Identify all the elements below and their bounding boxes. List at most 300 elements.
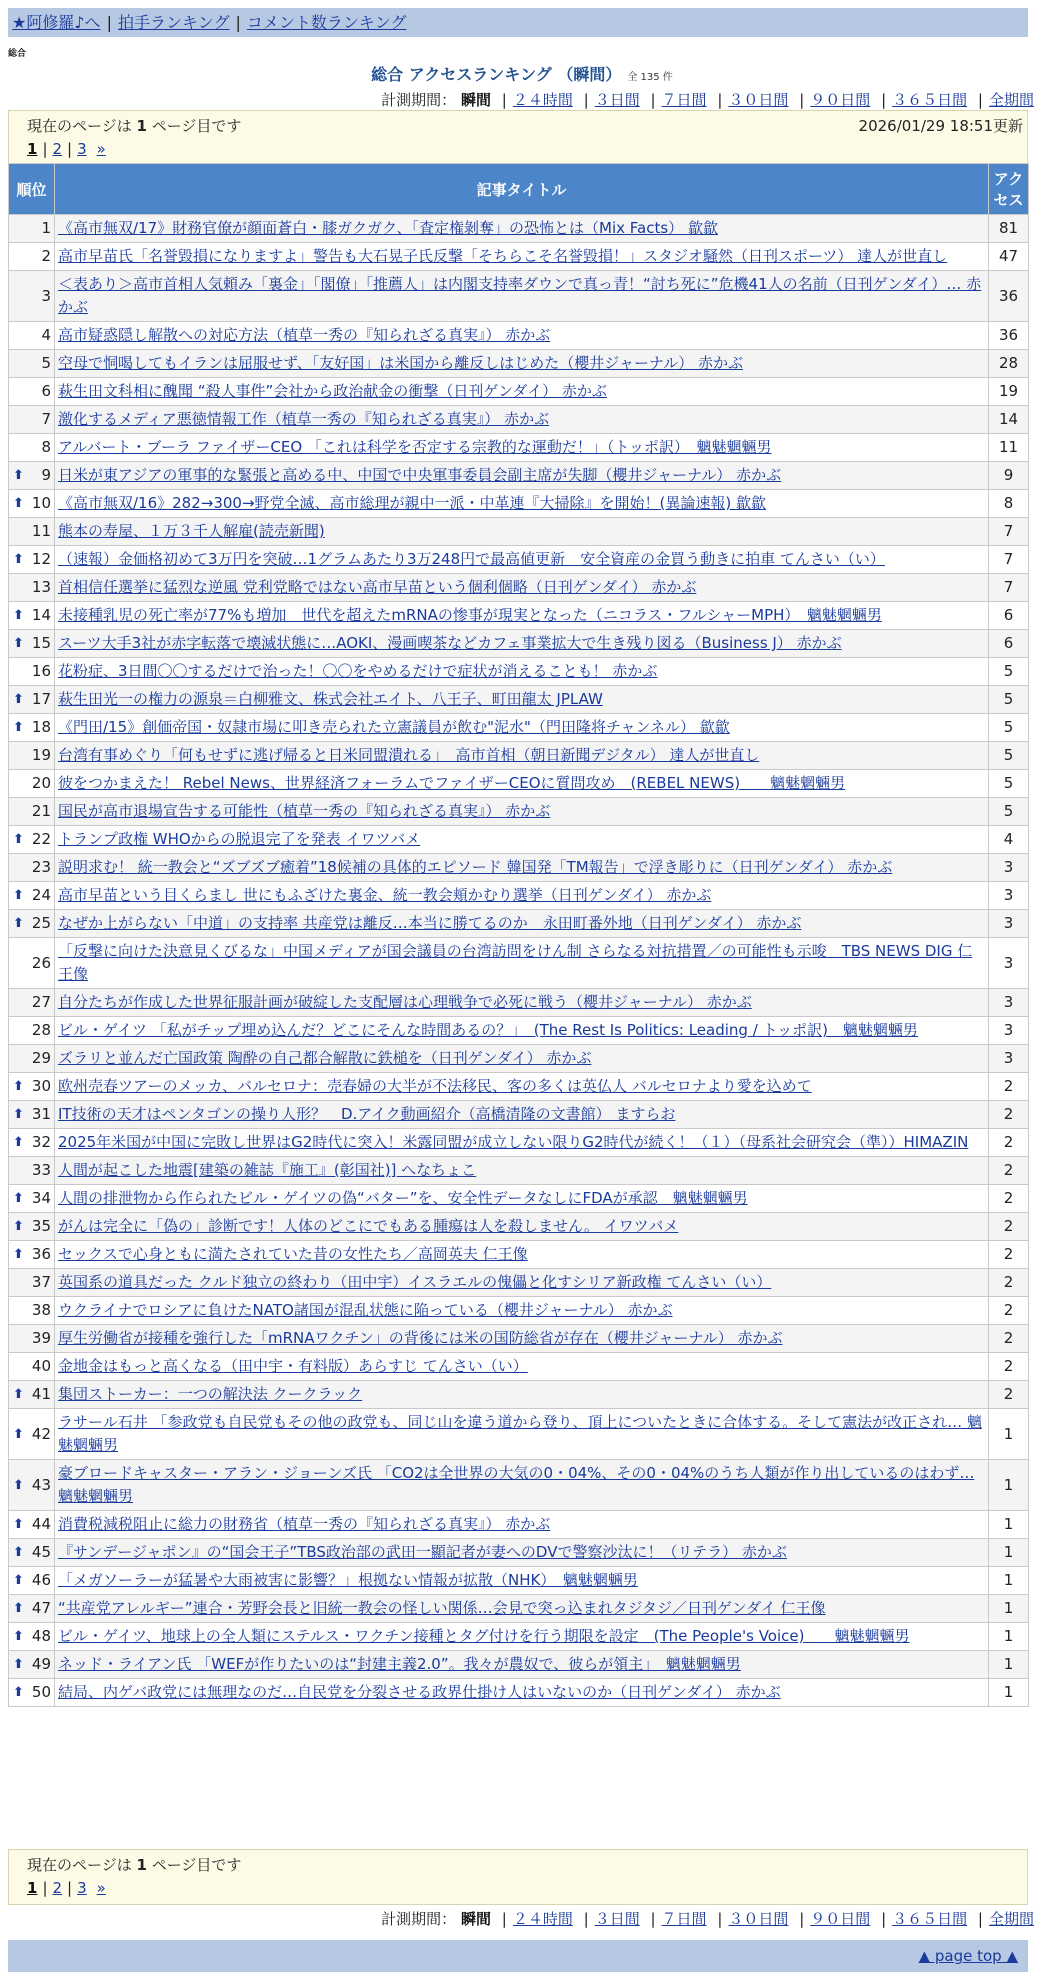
access-count: 2: [989, 1185, 1029, 1213]
article-title-link[interactable]: アルバート・ブーラ ファイザーCEO 「これは科学を否定する宗教的な運動だ！」（トッポ訳） 魑魅魍魎男: [58, 438, 772, 456]
rank-cell: [9, 770, 55, 798]
up-arrow-icon: ⬆: [13, 1477, 24, 1493]
rank-number: 18: [31, 718, 51, 736]
up-arrow-icon: ⬆: [13, 1601, 24, 1616]
access-header: アクセス: [989, 164, 1029, 215]
rank-cell: [9, 1241, 55, 1269]
article-title-link[interactable]: 「メガソーラーが猛暑や大雨被害に影響？」根拠ない情報が拡散（NHK） 魑魅魍魎男: [58, 1571, 638, 1589]
title-cell: [55, 1567, 989, 1595]
rank-number: 2: [41, 247, 51, 265]
rank-cell: [9, 989, 55, 1017]
article-title-link[interactable]: 国民が高市退場宣告する可能性（植草一秀の『知られざる真実』） 赤かぶ: [58, 802, 551, 820]
table-row: [9, 658, 1029, 686]
access-count: 2: [989, 1129, 1029, 1157]
rank-cell: [9, 350, 55, 378]
access-count: 7: [989, 546, 1029, 574]
up-arrow-icon: ⬆: [13, 832, 24, 847]
rank-cell: [9, 854, 55, 882]
article-title-link[interactable]: 萩生田文科相に醜聞 “殺人事件”会社から政治献金の衝撃（日刊ゲンダイ） 赤かぶ: [58, 382, 607, 400]
table-row: [9, 1017, 1029, 1045]
article-title-link[interactable]: 首相信任選挙に猛烈な逆風 党利党略ではない高市早苗という個利個略（日刊ゲンダイ） 赤かぶ: [58, 578, 697, 596]
access-count: 19: [989, 378, 1029, 406]
period-link-7d[interactable]: ７日間: [661, 91, 707, 109]
access-count: 5: [989, 770, 1029, 798]
article-title-link[interactable]: 『サンデージャポン』の“国会王子”TBS政治部の武田一顯記者が妻へのDVで警察沙汰に！（リテラ） 赤かぶ: [58, 1543, 787, 1561]
table-row: [9, 938, 1029, 989]
rank-cell: [9, 322, 55, 350]
access-count: 5: [989, 742, 1029, 770]
article-title-link[interactable]: 金地金はもっと高くなる（田中宇・有料版）あらすじ てんさい（い）: [58, 1357, 528, 1375]
table-row: [9, 1679, 1029, 1707]
title-cell: [55, 322, 989, 350]
rank-number: 43: [31, 1475, 51, 1494]
table-row: [9, 1269, 1029, 1297]
article-title-link[interactable]: 彼をつかまえた！ Rebel News、世界経済フォーラムでファイザーCEOに質問攻め (REBEL NEWS) 魑魅魍魎男: [58, 774, 846, 792]
access-count: 2: [989, 1381, 1029, 1409]
table-row: [9, 1381, 1029, 1409]
rank-cell: [9, 1353, 55, 1381]
title-cell: [55, 742, 989, 770]
page-link-2[interactable]: 2: [52, 140, 63, 158]
access-count: 4: [989, 826, 1029, 854]
title-cell: [55, 1269, 989, 1297]
article-title-link[interactable]: 台湾有事めぐり「何もせずに逃げ帰ると日米同盟潰れる」 高市首相（朝日新聞デジタル） 達人が世直し: [58, 746, 760, 764]
title-cell: [55, 1185, 989, 1213]
rank-header: 順位: [9, 164, 55, 215]
rank-number: 38: [31, 1301, 51, 1319]
rank-cell: [9, 658, 55, 686]
title-cell: [55, 462, 989, 490]
table-row: [9, 1651, 1029, 1679]
table-row: [9, 243, 1029, 271]
footer-bar: [8, 1940, 1028, 1972]
access-count: 6: [989, 602, 1029, 630]
table-row: [9, 1297, 1029, 1325]
rank-number: 29: [31, 1049, 51, 1067]
title-cell: [55, 518, 989, 546]
access-count: 1: [989, 1595, 1029, 1623]
table-row: [9, 350, 1029, 378]
rank-number: 28: [31, 1021, 51, 1039]
rank-number: 9: [41, 466, 51, 484]
title-cell: [55, 658, 989, 686]
title-cell: [55, 1381, 989, 1409]
article-title-link[interactable]: ズラリと並んだ亡国政策 陶酔の自己都合解散に鉄槌を（日刊ゲンダイ） 赤かぶ: [58, 1049, 592, 1067]
article-title-link[interactable]: ウクライナでロシアに負けたNATO諸国が混乱状態に陥っている（櫻井ジャーナル） 赤かぶ: [58, 1301, 673, 1319]
title-cell: [55, 989, 989, 1017]
access-count: 2: [989, 1101, 1029, 1129]
access-count: 47: [989, 243, 1029, 271]
access-count: 1: [989, 1651, 1029, 1679]
rank-cell: [9, 826, 55, 854]
title-cell: [55, 714, 989, 742]
rank-cell: [9, 378, 55, 406]
rank-cell: [9, 1101, 55, 1129]
article-title-link[interactable]: 《高市無双/16》282→300→野党全滅、高市総理が親中一派・中革連『大掃除』を開始！(異論速報) 歙歙: [58, 494, 767, 512]
article-title-link[interactable]: 「反撃に向けた決意見くびるな」中国メディアが国会議員の台湾訪問をけん制 さらなる対抗措置／の可能性も示唆 TBS NEWS DIG 仁王像: [58, 942, 973, 983]
article-title-link[interactable]: 英国系の道具だった クルド独立の終わり（田中宇）イスラエルの傀儡と化すシリア新政権 てんさい（い）: [58, 1273, 772, 1291]
article-title-link[interactable]: 《高市無双/17》財務官僚が顔面蒼白・膝ガクガク、「査定権剝奪」の恐怖とは（Mix Facts） 歙歙: [58, 219, 718, 237]
up-arrow-icon: ⬆: [13, 1573, 24, 1588]
rank-number: 33: [31, 1161, 51, 1179]
page-next-link-bottom[interactable]: »: [96, 1879, 106, 1897]
period-link-365d-bottom[interactable]: ３６５日間: [892, 1910, 968, 1928]
rank-cell: [9, 215, 55, 243]
up-arrow-icon: ⬆: [13, 1247, 24, 1262]
rank-cell: [9, 406, 55, 434]
rank-number: 41: [31, 1385, 51, 1403]
table-row: [9, 882, 1029, 910]
title-cell: [55, 1460, 989, 1511]
table-row: [9, 1185, 1029, 1213]
rank-number: 20: [31, 774, 51, 792]
table-row: [9, 574, 1029, 602]
title-cell: [55, 243, 989, 271]
rank-cell: [9, 1017, 55, 1045]
period-link-3d[interactable]: ３日間: [594, 91, 640, 109]
rank-number: 35: [31, 1217, 51, 1235]
title-cell: [55, 378, 989, 406]
access-count: 3: [989, 989, 1029, 1017]
title-cell: [55, 1017, 989, 1045]
article-title-link[interactable]: 集団ストーカー：一つの解決法 クークラック: [58, 1385, 363, 1403]
title-cell: [55, 406, 989, 434]
access-count: 81: [989, 215, 1029, 243]
article-title-link[interactable]: 高市早苗という目くらまし 世にもふざけた裏金、統一教会頬かむり選挙（日刊ゲンダイ） 赤かぶ: [58, 886, 712, 904]
table-row: [9, 1623, 1029, 1651]
rank-number: 36: [31, 1245, 51, 1263]
table-row: [9, 602, 1029, 630]
access-count: 3: [989, 910, 1029, 938]
access-count: 5: [989, 686, 1029, 714]
access-count: 2: [989, 1353, 1029, 1381]
table-row: [9, 686, 1029, 714]
page-link-2-bottom[interactable]: 2: [52, 1879, 63, 1897]
article-title-link[interactable]: ラサール石井 「参政党も自民党もその他の政党も、同じ山を違う道から登り、頂上についたときに合体する。そして憲法が改正され… 魑魅魍魎男: [58, 1413, 982, 1454]
access-count: 9: [989, 462, 1029, 490]
table-row: [9, 518, 1029, 546]
rank-cell: [9, 1185, 55, 1213]
title-cell: [55, 1101, 989, 1129]
rank-cell: [9, 1679, 55, 1707]
table-row: [9, 770, 1029, 798]
article-title-link[interactable]: ＜表あり＞高市首相人気頼み「裏金」「閣僚」「推薦人」は内閣支持率ダウンで真っ青！“討ち死に”危機41人の名前（日刊ゲンダイ）… 赤かぶ: [58, 275, 982, 316]
title-cell: [55, 1325, 989, 1353]
rank-number: 25: [31, 914, 51, 932]
period-link-365d[interactable]: ３６５日間: [892, 91, 968, 109]
rank-cell: [9, 910, 55, 938]
access-count: 2: [989, 1269, 1029, 1297]
rank-number: 15: [31, 634, 51, 652]
rank-cell: [9, 271, 55, 322]
article-title-link[interactable]: 結局、内ゲバ政党には無理なのだ…自民党を分裂させる政界仕掛け人はいないのか（日刊ゲンダイ） 赤かぶ: [58, 1683, 781, 1701]
page-next-link[interactable]: »: [96, 140, 106, 158]
access-count: 6: [989, 630, 1029, 658]
rank-number: 10: [31, 494, 51, 512]
rank-number: 27: [31, 993, 51, 1011]
table-row: [9, 1539, 1029, 1567]
article-title-link[interactable]: ビル・ゲイツ、地球上の全人類にステルス・ワクチン接種とタグ付けを行う期限を設定 (The People's Voice) 魑魅魍魎男: [58, 1627, 910, 1645]
up-arrow-icon: ⬆: [13, 692, 24, 707]
access-count: 1: [989, 1567, 1029, 1595]
article-title-link[interactable]: 未接種乳児の死亡率が77%も増加 世代を超えたmRNAの惨事が現実となった（ニコラス・フルシャーMPH） 魑魅魍魎男: [58, 606, 882, 624]
access-count: 1: [989, 1623, 1029, 1651]
article-title-link[interactable]: 空母で恫喝してもイランは屈服せず、「友好国」は米国から離反しはじめた（櫻井ジャーナル） 赤かぶ: [58, 354, 744, 372]
up-arrow-icon: ⬆: [13, 888, 24, 903]
up-arrow-icon: ⬆: [13, 1387, 24, 1402]
rank-cell: [9, 518, 55, 546]
page-current: 1: [27, 140, 38, 158]
article-title-link[interactable]: 自分たちが作成した世界征服計画が破綻した支配層は心理戦争で必死に戦う（櫻井ジャーナル） 赤かぶ: [58, 993, 752, 1011]
item-count: 全 135 件: [627, 72, 673, 83]
article-title-link[interactable]: 説明求む！ 統一教会と“ズブズブ癒着”18候補の具体的エピソード 韓国発「TM報告」で浮き彫りに（日刊ゲンダイ） 赤かぶ: [58, 858, 893, 876]
access-count: 7: [989, 574, 1029, 602]
period-current-bottom: 瞬間: [460, 1910, 491, 1928]
rank-cell: [9, 434, 55, 462]
access-count: 8: [989, 490, 1029, 518]
article-title-link[interactable]: 人間が起こした地震[建築の雑誌『施工』(彰国社)] へなちょこ: [58, 1161, 477, 1179]
up-arrow-icon: ⬆: [13, 636, 24, 651]
article-title-link[interactable]: 高市早苗氏「名誉毀損になりますよ」警告も大石晃子氏反撃「そちらこそ名誉毀損！」スタジオ騒然（日刊スポーツ） 達人が世直し: [58, 247, 948, 265]
period-link-7d-bottom[interactable]: ７日間: [661, 1910, 707, 1928]
rank-cell: [9, 714, 55, 742]
access-count: 5: [989, 714, 1029, 742]
rank-cell: [9, 1213, 55, 1241]
period-link-30d[interactable]: ３０日間: [728, 91, 789, 109]
period-link-90d[interactable]: ９０日間: [810, 91, 871, 109]
current-page-text-bottom: 現在のページは 1 ページ目です: [27, 1856, 242, 1874]
table-row: [9, 462, 1029, 490]
rank-cell: [9, 1539, 55, 1567]
home-link[interactable]: ★阿修羅♪へ: [12, 13, 101, 32]
access-count: 2: [989, 1157, 1029, 1185]
rank-cell: [9, 630, 55, 658]
table-row: [9, 989, 1029, 1017]
access-count: 3: [989, 854, 1029, 882]
up-arrow-icon: ⬆: [13, 552, 24, 567]
title-cell: [55, 1241, 989, 1269]
rank-number: 30: [31, 1077, 51, 1095]
table-row: [9, 378, 1029, 406]
title-cell: [55, 798, 989, 826]
title-cell: [55, 1073, 989, 1101]
access-count: 3: [989, 882, 1029, 910]
access-count: 1: [989, 1460, 1029, 1511]
rank-cell: [9, 882, 55, 910]
access-count: 1: [989, 1539, 1029, 1567]
article-title-link[interactable]: トランプ政権 WHOからの脱退完了を発表 イワツバメ: [58, 830, 421, 848]
rank-cell: [9, 490, 55, 518]
page-numbers: 1 | 2 | 3 »: [27, 140, 106, 158]
article-title-link[interactable]: 日米が東アジアの軍事的な緊張と高める中、中国で中央軍事委員会副主席が失脚（櫻井ジャーナル） 赤かぶ: [58, 466, 782, 484]
rank-cell: [9, 1325, 55, 1353]
comment-ranking-link[interactable]: コメント数ランキング: [246, 13, 407, 32]
table-row: [9, 798, 1029, 826]
access-count: 36: [989, 322, 1029, 350]
table-row: [9, 1045, 1029, 1073]
ranking-title: 総合 アクセスランキング （瞬間）: [371, 65, 622, 84]
rank-number: 12: [31, 550, 51, 568]
page-numbers-bottom: 1 | 2 | 3 »: [27, 1879, 106, 1897]
rank-cell: [9, 546, 55, 574]
title-cell: [55, 854, 989, 882]
period-link-all[interactable]: 全期間: [988, 91, 1034, 109]
rank-number: 7: [41, 410, 51, 428]
rank-cell: [9, 1511, 55, 1539]
table-row: [9, 1511, 1029, 1539]
article-title-link[interactable]: 2025年米国が中国に完敗し世界はG2時代に突入！米露同盟が成立しない限りG2時代が続く！（１）（母系社会研究会（準））HIMAZIN: [58, 1133, 969, 1151]
period-link-all-bottom[interactable]: 全期間: [988, 1910, 1034, 1928]
table-row: [9, 1567, 1029, 1595]
page-current-bottom: 1: [27, 1879, 38, 1897]
page-link-3-bottom[interactable]: 3: [77, 1879, 87, 1897]
up-arrow-icon: ⬆: [13, 496, 24, 511]
article-title-link[interactable]: 人間の排泄物から作られたビル・ゲイツの偽“バター”を、安全性データなしにFDAが承認 魑魅魍魎男: [58, 1189, 748, 1207]
rank-number: 8: [41, 438, 51, 456]
ranking-rows: [9, 215, 1029, 1707]
access-count: 5: [989, 798, 1029, 826]
title-cell: [55, 215, 989, 243]
article-title-link[interactable]: “共産党アレルギー”連合・芳野会長と旧統一教会の怪しい関係…会見で突っ込まれタジタジ／日刊ゲンダイ 仁王像: [58, 1599, 826, 1617]
table-row: [9, 322, 1029, 350]
rank-cell: [9, 1623, 55, 1651]
article-title-link[interactable]: ネッド・ライアン氏 「WEFが作りたいのは“封建主義2.0”。我々が農奴で、彼らが領主」 魑魅魍魎男: [58, 1655, 741, 1673]
rank-number: 47: [31, 1599, 51, 1617]
rank-cell: [9, 243, 55, 271]
access-count: 14: [989, 406, 1029, 434]
access-count: 2: [989, 1213, 1029, 1241]
up-arrow-icon: ⬆: [13, 468, 24, 483]
article-title-link[interactable]: 高市疑惑隠し解散への対応方法（植草一秀の『知られざる真実』） 赤かぶ: [58, 326, 551, 344]
title-cell: [55, 1353, 989, 1381]
table-row: [9, 1073, 1029, 1101]
up-arrow-icon: ⬆: [13, 1191, 24, 1206]
article-title-link[interactable]: 消費税減税阻止に総力の財務省（植草一秀の『知られざる真実』） 赤かぶ: [58, 1515, 551, 1533]
article-title-link[interactable]: セックスで心身ともに満たされていた昔の女性たち／高岡英夫 仁王像: [58, 1245, 528, 1263]
up-arrow-icon: ⬆: [13, 1107, 24, 1122]
rank-number: 24: [31, 886, 51, 904]
table-row: [9, 490, 1029, 518]
rank-cell: [9, 1073, 55, 1101]
article-title-link[interactable]: （速報）金価格初めて3万円を突破…1グラムあたり3万248円で最高値更新 安全資産の金買う動きに拍車 てんさい（い）: [58, 550, 885, 568]
title-cell: [55, 490, 989, 518]
table-row: [9, 434, 1029, 462]
access-count: 1: [989, 1679, 1029, 1707]
title-cell: [55, 574, 989, 602]
rank-number: 48: [31, 1627, 51, 1645]
article-title-link[interactable]: 欧州売春ツアーのメッカ、バルセロナ：売春婦の大半が不法移民、客の多くは英仏人 バルセロナより愛を込めて: [58, 1077, 812, 1095]
rank-number: 45: [31, 1543, 51, 1561]
up-arrow-icon: ⬆: [13, 1426, 24, 1442]
article-title-link[interactable]: ビル・ゲイツ 「私がチップ埋め込んだ？どこにそんな時間あるの？」 (The Rest Is Politics: Leading / トッポ訳) 魑魅魍魎男: [58, 1021, 918, 1039]
access-count: 28: [989, 350, 1029, 378]
access-count: 5: [989, 658, 1029, 686]
access-count: 3: [989, 938, 1029, 989]
rank-number: 39: [31, 1329, 51, 1347]
table-row: [9, 1101, 1029, 1129]
title-cell: [55, 1595, 989, 1623]
rank-cell: [9, 1157, 55, 1185]
page-title: [0, 62, 1044, 85]
access-count: 3: [989, 1045, 1029, 1073]
rank-cell: [9, 686, 55, 714]
up-arrow-icon: ⬆: [13, 1219, 24, 1234]
article-title-link[interactable]: なぜか上がらない「中道」の支持率 共産党は離反…本当に勝てるのか 永田町番外地（日刊ゲンダイ） 赤かぶ: [58, 914, 802, 932]
rank-number: 5: [41, 354, 51, 372]
title-cell: [55, 271, 989, 322]
table-row: [9, 1595, 1029, 1623]
title-cell: [55, 826, 989, 854]
table-row: [9, 630, 1029, 658]
rank-number: 4: [41, 326, 51, 344]
applause-ranking-link[interactable]: 拍手ランキング: [117, 13, 230, 32]
article-title-link[interactable]: がんは完全に「偽の」診断です！人体のどこにでもある腫瘍は人を殺しません。 イワツバメ: [58, 1217, 679, 1235]
period-link-90d-bottom[interactable]: ９０日間: [810, 1910, 871, 1928]
table-row: [9, 1157, 1029, 1185]
rank-number: 17: [31, 690, 51, 708]
article-title-link[interactable]: 《門田/15》創価帝国・奴隷市場に叩き売られた立憲議員が飲む"泥水"（門田隆将チャンネル） 歙歙: [58, 718, 730, 736]
rank-cell: [9, 1129, 55, 1157]
table-row: [9, 1241, 1029, 1269]
article-title-link[interactable]: 厚生労働省が接種を強行した「mRNAワクチン」の背後には米の国防総省が存在（櫻井ジャーナル） 赤かぶ: [58, 1329, 783, 1347]
period-link-24h[interactable]: ２４時間: [512, 91, 573, 109]
up-arrow-icon: ⬆: [13, 916, 24, 931]
article-title-link[interactable]: 花粉症、3日間〇〇するだけで治った！〇〇をやめるだけで症状が消えることも！ 赤かぶ: [58, 662, 658, 680]
period-link-3d-bottom[interactable]: ３日間: [594, 1910, 640, 1928]
page-top-link[interactable]: ▲ page top ▲: [918, 1947, 1018, 1965]
access-count: 11: [989, 434, 1029, 462]
rank-number: 50: [31, 1683, 51, 1701]
rank-number: 31: [31, 1105, 51, 1123]
rank-cell: [9, 742, 55, 770]
rank-cell: [9, 1651, 55, 1679]
rank-cell: [9, 574, 55, 602]
up-arrow-icon: ⬆: [13, 1629, 24, 1644]
article-title-link[interactable]: スーツ大手3社が赤字転落で壊滅状態に…AOKI、漫画喫茶などカフェ事業拡大で生き残り図る（Business J） 赤かぶ: [58, 634, 842, 652]
rank-cell: [9, 1409, 55, 1460]
period-link-30d-bottom[interactable]: ３０日間: [728, 1910, 789, 1928]
article-title-link[interactable]: 萩生田光一の権力の源泉＝白柳雅文、株式会社エイト、八王子、町田龍太 JPLAW: [58, 690, 603, 708]
rank-number: 14: [31, 606, 51, 624]
title-cell: [55, 546, 989, 574]
rank-cell: [9, 1269, 55, 1297]
article-title-link[interactable]: IT技術の天才はペンタゴンの操り人形？ D.アイク動画紹介（高橋清隆の文書館） ますらお: [58, 1105, 676, 1123]
title-cell: [55, 602, 989, 630]
title-cell: [55, 1157, 989, 1185]
period-selector-top: 計測期間： 瞬間 | ２４時間 | ３日間 | ７日間 | ３０日間 | ９０日間 | ３６５日間 | 全期間: [381, 91, 1034, 109]
article-title-link[interactable]: 激化するメディア悪徳情報工作（植草一秀の『知られざる真実』） 赤かぶ: [58, 410, 550, 428]
title-cell: [55, 1511, 989, 1539]
title-cell: [55, 686, 989, 714]
rank-number: 16: [31, 662, 51, 680]
up-arrow-icon: ⬆: [13, 1079, 24, 1094]
rank-number: 6: [41, 382, 51, 400]
article-title-link[interactable]: 熊本の寿屋、１万３千人解雇(読売新聞): [58, 522, 325, 540]
period-selector-bottom: 計測期間： 瞬間 | ２４時間 | ３日間 | ７日間 | ３０日間 | ９０日間 | ３６５日間 | 全期間: [381, 1910, 1034, 1928]
period-link-24h-bottom[interactable]: ２４時間: [512, 1910, 573, 1928]
page-link-3[interactable]: 3: [77, 140, 87, 158]
table-row: [9, 1129, 1029, 1157]
access-count: 2: [989, 1297, 1029, 1325]
access-count: 36: [989, 271, 1029, 322]
rank-number: 46: [31, 1571, 51, 1589]
title-cell: [55, 1623, 989, 1651]
title-cell: [55, 434, 989, 462]
up-arrow-icon: ⬆: [13, 1545, 24, 1560]
rank-cell: [9, 602, 55, 630]
article-title-link[interactable]: 豪ブロードキャスター・アラン・ジョーンズ氏 「CO2は全世界の大気の0・04%、その0・04%のうち人類が作り出しているのはわず… 魑魅魍魎男: [58, 1464, 975, 1505]
table-row: [9, 1409, 1029, 1460]
